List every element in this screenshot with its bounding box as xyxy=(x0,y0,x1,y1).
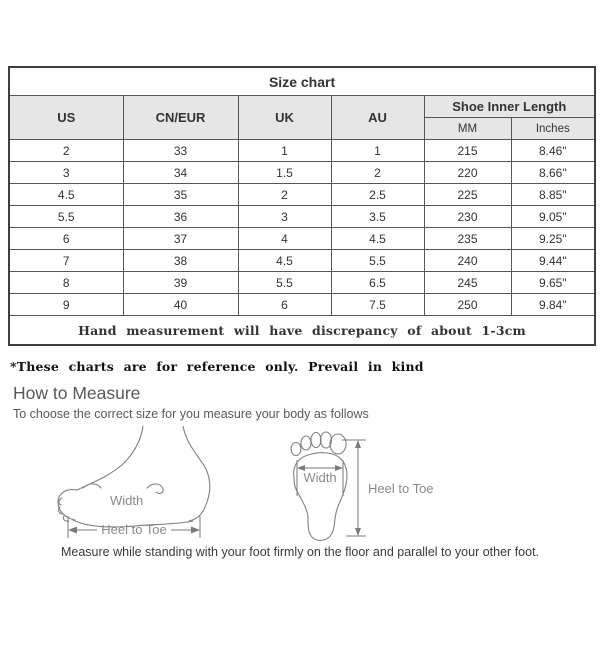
disclaimer-note: *These charts are for reference only. Prevail in kind xyxy=(10,359,424,374)
table-cell: 215 xyxy=(424,140,511,162)
sole-toe-3 xyxy=(311,433,321,448)
side-foot-heel-toe-label: Heel to Toe xyxy=(101,522,167,537)
side-foot-joint-detail xyxy=(83,484,101,488)
table-cell: 4.5 xyxy=(331,228,424,250)
table-cell: 235 xyxy=(424,228,511,250)
side-foot-toe-detail-1 xyxy=(59,498,62,505)
table-cell: 40 xyxy=(123,294,238,316)
table-cell: 2 xyxy=(9,140,123,162)
table-cell: 8.66" xyxy=(511,162,595,184)
table-row xyxy=(9,184,595,206)
table-cell: 230 xyxy=(424,206,511,228)
column-header-cn-eur: CN/EUR xyxy=(123,96,238,140)
table-row xyxy=(9,162,595,184)
table-cell: 9.05" xyxy=(511,206,595,228)
table-row xyxy=(9,294,595,316)
sole-toe-5 xyxy=(291,443,301,456)
table-cell: 5.5 xyxy=(331,250,424,272)
measure-caption: Measure while standing with your foot firmly on the floor and parallel to your other foot. xyxy=(60,545,540,559)
size-chart-table xyxy=(8,66,596,346)
sole-foot-outline xyxy=(294,453,347,541)
column-header-mm: MM xyxy=(424,118,511,140)
table-cell: 3 xyxy=(9,162,123,184)
table-cell: 245 xyxy=(424,272,511,294)
size-table-body xyxy=(9,140,595,316)
table-row xyxy=(9,228,595,250)
table-cell: 7 xyxy=(9,250,123,272)
sole-foot-diagram xyxy=(280,426,440,551)
table-row xyxy=(9,250,595,272)
table-cell: 7.5 xyxy=(331,294,424,316)
table-cell: 36 xyxy=(123,206,238,228)
table-cell: 2 xyxy=(331,162,424,184)
table-row xyxy=(9,272,595,294)
table-cell: 8.46" xyxy=(511,140,595,162)
table-cell: 39 xyxy=(123,272,238,294)
side-foot-width-label: Width xyxy=(110,493,144,508)
side-dim-left-arrowhead xyxy=(68,527,77,534)
table-cell: 8.85" xyxy=(511,184,595,206)
table-cell: 225 xyxy=(424,184,511,206)
column-header-au: AU xyxy=(331,96,424,140)
side-foot-ankle-detail xyxy=(147,484,163,493)
side-foot-instep-line xyxy=(77,426,143,490)
how-to-measure-subheading: To choose the correct size for you measure your body as follows xyxy=(13,407,369,421)
table-footnote: Hand measurement will have discrepancy of about 1-3cm xyxy=(9,316,595,346)
table-row xyxy=(9,140,595,162)
table-cell: 4.5 xyxy=(238,250,331,272)
table-cell: 9.65" xyxy=(511,272,595,294)
table-cell: 9 xyxy=(9,294,123,316)
side-dim-right-arrowhead xyxy=(191,527,200,534)
table-cell: 6 xyxy=(238,294,331,316)
table-cell: 4.5 xyxy=(9,184,123,206)
sole-big-toe xyxy=(330,434,346,454)
table-cell: 9.44" xyxy=(511,250,595,272)
table-cell: 5.5 xyxy=(9,206,123,228)
table-row xyxy=(9,206,595,228)
table-cell: 8 xyxy=(9,272,123,294)
side-foot-diagram xyxy=(55,426,215,541)
side-foot-heel-line xyxy=(183,426,210,521)
table-footnote-row xyxy=(9,316,595,346)
measurement-figures xyxy=(55,426,600,551)
table-title: Size chart xyxy=(9,67,595,96)
table-cell: 1 xyxy=(331,140,424,162)
table-cell: 38 xyxy=(123,250,238,272)
table-cell: 33 xyxy=(123,140,238,162)
sole-length-top-arrowhead xyxy=(355,440,361,448)
column-header-uk: UK xyxy=(238,96,331,140)
table-cell: 9.84" xyxy=(511,294,595,316)
sole-foot-width-label: Width xyxy=(303,470,337,485)
sole-foot-heel-toe-label: Heel to Toe xyxy=(368,481,434,496)
table-cell: 220 xyxy=(424,162,511,184)
column-header-inner-length: Shoe Inner Length xyxy=(424,96,595,118)
table-cell: 2.5 xyxy=(331,184,424,206)
table-cell: 1 xyxy=(238,140,331,162)
table-cell: 37 xyxy=(123,228,238,250)
column-header-us: US xyxy=(9,96,123,140)
table-cell: 6.5 xyxy=(331,272,424,294)
table-title-row xyxy=(9,67,595,96)
table-cell: 34 xyxy=(123,162,238,184)
table-cell: 3 xyxy=(238,206,331,228)
table-cell: 35 xyxy=(123,184,238,206)
table-cell: 9.25" xyxy=(511,228,595,250)
table-header-row xyxy=(9,96,595,118)
sole-length-bottom-arrowhead xyxy=(355,528,361,536)
table-cell: 2 xyxy=(238,184,331,206)
sole-toe-4 xyxy=(301,436,311,450)
table-cell: 3.5 xyxy=(331,206,424,228)
table-cell: 240 xyxy=(424,250,511,272)
table-cell: 5.5 xyxy=(238,272,331,294)
table-cell: 4 xyxy=(238,228,331,250)
column-header-inches: Inches xyxy=(511,118,595,140)
how-to-measure-heading: How to Measure xyxy=(13,383,141,403)
table-cell: 1.5 xyxy=(238,162,331,184)
table-cell: 6 xyxy=(9,228,123,250)
table-cell: 250 xyxy=(424,294,511,316)
